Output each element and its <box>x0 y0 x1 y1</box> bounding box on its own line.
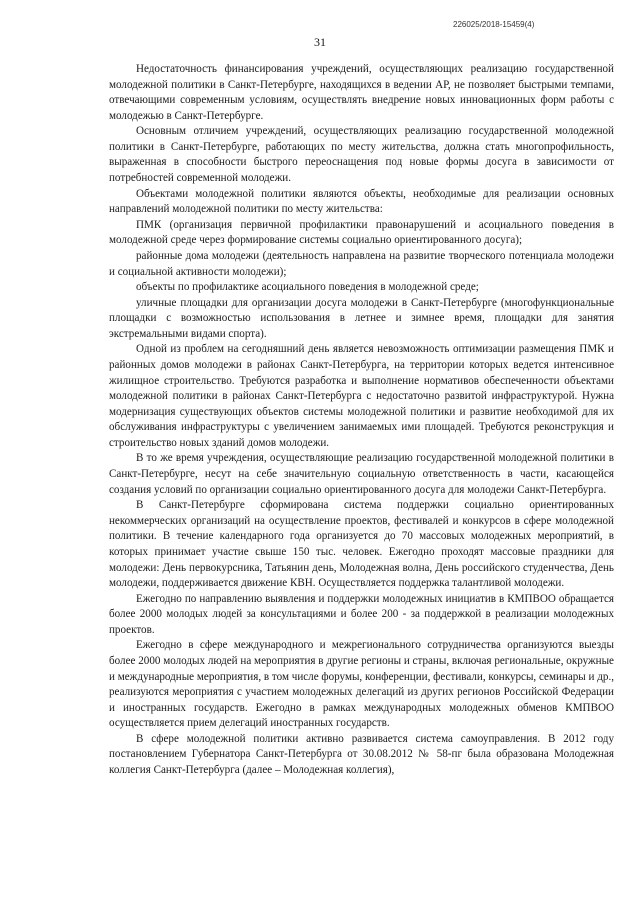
paragraph: уличные площадки для организации досуга молодежи в Санкт-Петербурге (многофункциональные площадки с возможностью использования в летнее и зимнее время, площадки для занятия экстремальными видами спорта). <box>109 296 614 340</box>
paragraph: ПМК (организация первичной профилактики правонарушений и асоциального поведения в молодежной среде через формирование системы социально ориентированного досуга); <box>109 218 614 247</box>
paragraph: Одной из проблем на сегодняшний день является невозможность оптимизации размещения ПМК и районных домов молодежи в районах Санкт-Петербурга, на территории которых ведется интенсивное жилищное строительство. Требуются разработка и выполнение нормативов обеспеченности объектами молодежной политики в районах Санкт-Петербурга с недостаточно развитой инфраструктурой. Нужна модернизация существующих объектов системы молодежной политики и развитие необходимой для их обслуживания инфраструктуры с увеличением занимаемых ими площадей. Требуются реконструкция и строительство новых зданий домов молодежи. <box>109 343 614 449</box>
page-number: 31 <box>314 35 326 49</box>
paragraph: Недостаточность финансирования учреждений, осуществляющих реализацию государственной молодежной политики в Санкт-Петербурге, находящихся в ведении АР, не позволяет быстрыми темпами, отвечающими современным условиям, осуществлять внедрение новых инновационных форм работы с молодежью в Санкт-Петербурге. <box>109 63 614 122</box>
paragraph: В Санкт-Петербурге сформирована система поддержки социально ориентированных некоммерческих организаций на осуществление проектов, фестивалей и конкурсов в сфере молодежной политики. В течение календарного года организуется до 70 массовых молодежных мероприятий, в которых принимает участие свыше 150 тыс. человек. Ежегодно проходят массовые праздники для молодежи: День первокурсника, Татьянин день, Молодежная волна, День российского студенчества, День молодежи, поддерживается движение КВН. Осуществляется поддержка талантливой молодежи. <box>109 499 614 590</box>
document-body <box>109 62 614 779</box>
paragraph: объекты по профилактике асоциального поведения в молодежной среде; <box>136 281 479 294</box>
paragraph: В то же время учреждения, осуществляющие реализацию государственной молодежной политики в Санкт-Петербурге, несут на себе значительную социальную ответственность в части, касающейся создания условий по организации социально ориентированного досуга для молодежи Санкт-Петербурга. <box>109 452 614 496</box>
document-id: 226025/2018-15459(4) <box>453 20 535 29</box>
paragraph: В сфере молодежной политики активно развивается система самоуправления. В 2012 году постановлением Губернатора Санкт-Петербурга от 30.08.2012 № 58-пг была образована Молодежная коллегия Санкт-Петербурга (далее – Молодежная коллегия), <box>109 732 614 777</box>
paragraph: районные дома молодежи (деятельность направлена на развитие творческого потенциала молодежи и социальной активности молодежи); <box>109 249 614 278</box>
paragraph: Ежегодно по направлению выявления и поддержки молодежных инициатив в КМПВОО обращается более 2000 молодых людей за консультациями и более 200 - за поддержкой в реализации молодежных проектов. <box>109 592 614 636</box>
paragraph: Основным отличием учреждений, осуществляющих реализацию государственной молодежной политики в Санкт-Петербурге, работающих по месту жительства, должна стать многопрофильность, выраженная в способности быстрого переоснащения под новые формы досуга в зависимости от потребностей современной молодежи. <box>109 125 614 185</box>
paragraph: Ежегодно в сфере международного и межрегионального сотрудничества организуются выезды более 2000 молодых людей на мероприятия в другие регионы и страны, включая региональные, окружные и международные мероприятия, в том числе форумы, конференции, фестивали, конкурсы, семинары и др., реализуются мероприятия с участием молодежных делегаций из других регионов Российской Федерации и иностранных государств. Ежегодно в рамках международных молодежных обменов КМПВОО осуществляется прием делегаций иностранных государств. <box>109 639 614 730</box>
paragraph: Объектами молодежной политики являются объекты, необходимые для реализации основных направлений молодежной политики по месту жительства: <box>109 187 614 216</box>
